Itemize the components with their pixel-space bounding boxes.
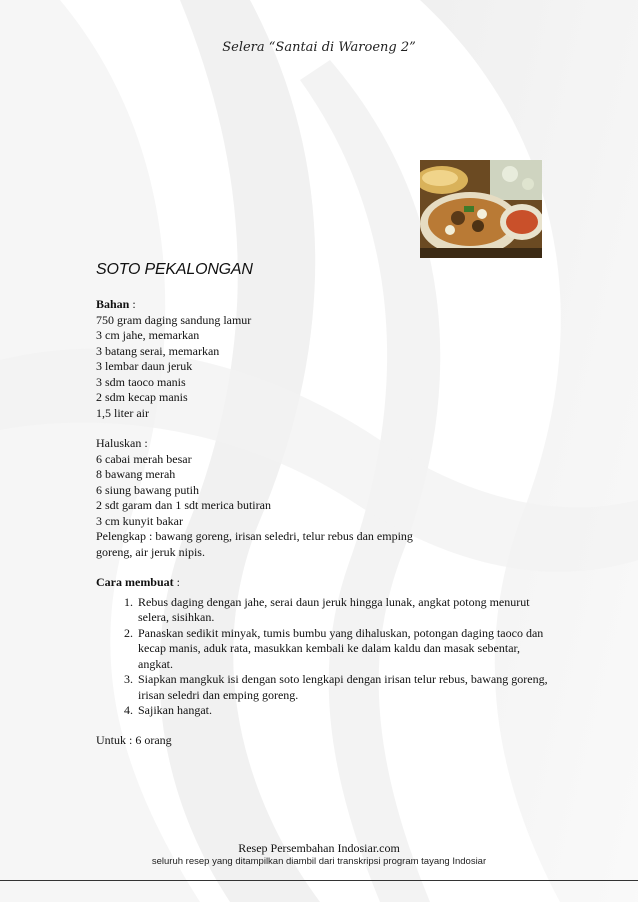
servings-text: Untuk : 6 orang (96, 732, 172, 747)
footer-disclaimer: seluruh resep yang ditampilkan diambil dari transkripsi program tayang Indosiar (151, 856, 487, 867)
haluskan-item: 3 cm kunyit bakar (96, 513, 183, 528)
pelengkap-line: goreng, air jeruk nipis. (96, 544, 205, 559)
step-item: 4. Sajikan hangat. (136, 703, 556, 719)
footer-divider (0, 880, 638, 881)
cara-colon: : (173, 575, 180, 589)
page-header-title: Selera “Santai di Waroeng 2” (222, 40, 416, 55)
pelengkap-line: Pelengkap : bawang goreng, irisan seledri, telur rebus dan emping (96, 529, 413, 543)
ingredient-item: 3 batang serai, memarkan (96, 343, 220, 358)
ingredient-item: 750 gram daging sandung lamur (96, 312, 252, 327)
bahan-heading (96, 297, 556, 313)
cara-heading (96, 575, 556, 591)
bahan-colon: : (129, 297, 136, 311)
ingredient-item: 1,5 liter air (96, 405, 149, 420)
cara-label: Cara membuat (96, 575, 174, 589)
recipe-content (96, 297, 556, 748)
haluskan-heading: Haluskan : (96, 436, 148, 450)
ingredient-item: 2 sdm kecap manis (96, 390, 188, 404)
ingredient-item: 3 cm jahe, memarkan (96, 328, 200, 342)
food-photo (420, 160, 542, 258)
step-item: 1. Rebus daging dengan jahe, serai daun jeruk hingga lunak, angkat potong menurut selera, sisihkan. (136, 595, 556, 626)
soto-dish-illustration (420, 160, 542, 258)
recipe-title: SOTO PEKALONGAN (96, 261, 253, 278)
footer-credit: Resep Persembahan Indosiar.com (238, 841, 400, 855)
bahan-label: Bahan (96, 297, 130, 311)
haluskan-item: 8 bawang merah (96, 467, 176, 481)
ingredient-item: 3 lembar daun jeruk (96, 359, 193, 373)
haluskan-item: 2 sdt garam dan 1 sdt merica butiran (96, 498, 271, 512)
step-item: 2. Panaskan sedikit minyak, tumis bumbu yang dihaluskan, potongan daging taoco dan kecap manis, aduk rata, masukkan kembali ke dalam kaldu dan masak sebentar, angkat. (136, 626, 556, 673)
steps-list (96, 595, 556, 719)
haluskan-item: 6 cabai merah besar (96, 451, 192, 466)
step-item: 3. Siapkan mangkuk isi dengan soto lengkapi dengan irisan telur rebus, bawang goreng, irisan seledri dan emping goreng. (136, 672, 556, 703)
ingredient-item: 3 sdm taoco manis (96, 374, 186, 389)
haluskan-item: 6 siung bawang putih (96, 482, 199, 497)
